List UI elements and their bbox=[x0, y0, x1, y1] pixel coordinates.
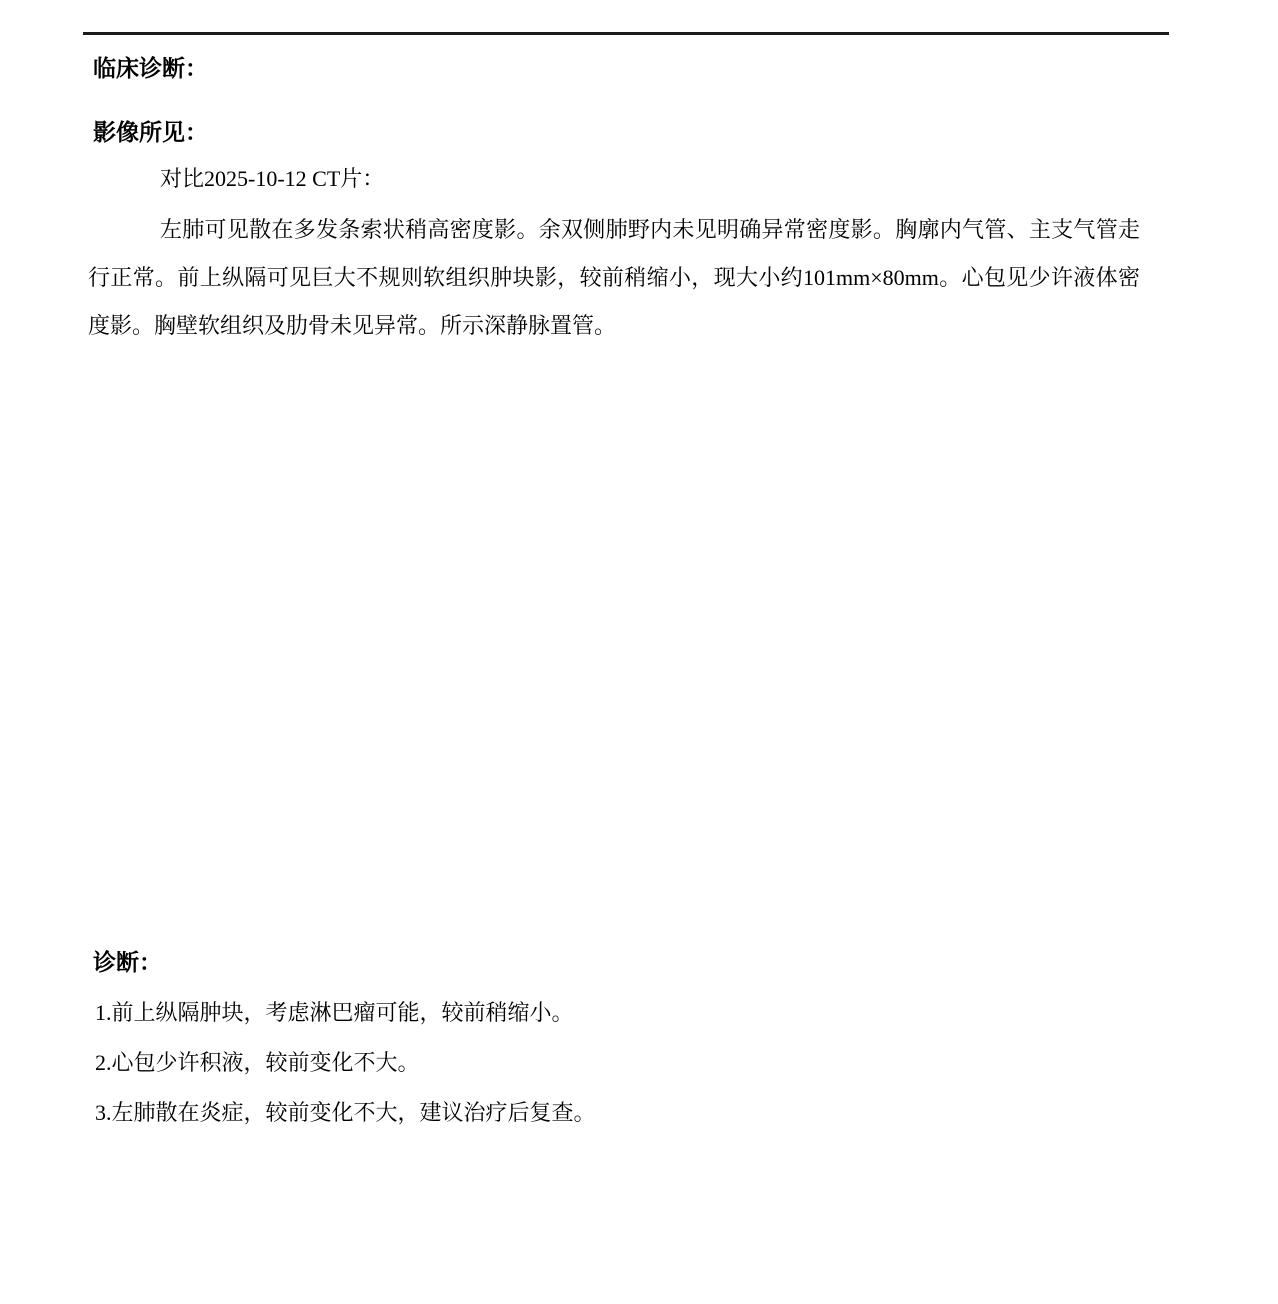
clinical-diagnosis-heading: 临床诊断： bbox=[93, 56, 208, 81]
findings-heading: 影像所见： bbox=[93, 120, 208, 145]
diagnosis-heading: 诊断： bbox=[93, 950, 162, 975]
diagnosis-item-1: 1.前上纵隔肿块，考虑淋巴瘤可能，较前稍缩小。 bbox=[95, 1000, 574, 1025]
diagnosis-item-2: 2.心包少许积液，较前变化不大。 bbox=[95, 1050, 420, 1075]
comparison-line: 对比2025-10-12 CT片： bbox=[160, 166, 385, 191]
header-divider bbox=[83, 32, 1169, 35]
diagnosis-item-3: 3.左肺散在炎症，较前变化不大，建议治疗后复查。 bbox=[95, 1100, 596, 1125]
findings-paragraph: 左肺可见散在多发条索状稍高密度影。余双侧肺野内未见明确异常密度影。胸廓内气管、主支气管走行正常。前上纵隔可见巨大不规则软组织肿块影，较前稍缩小，现大小约101mm×80mm。心包见少许液体密度影。胸壁软组织及肋骨未见异常。所示深静脉置管。 bbox=[88, 217, 1140, 338]
